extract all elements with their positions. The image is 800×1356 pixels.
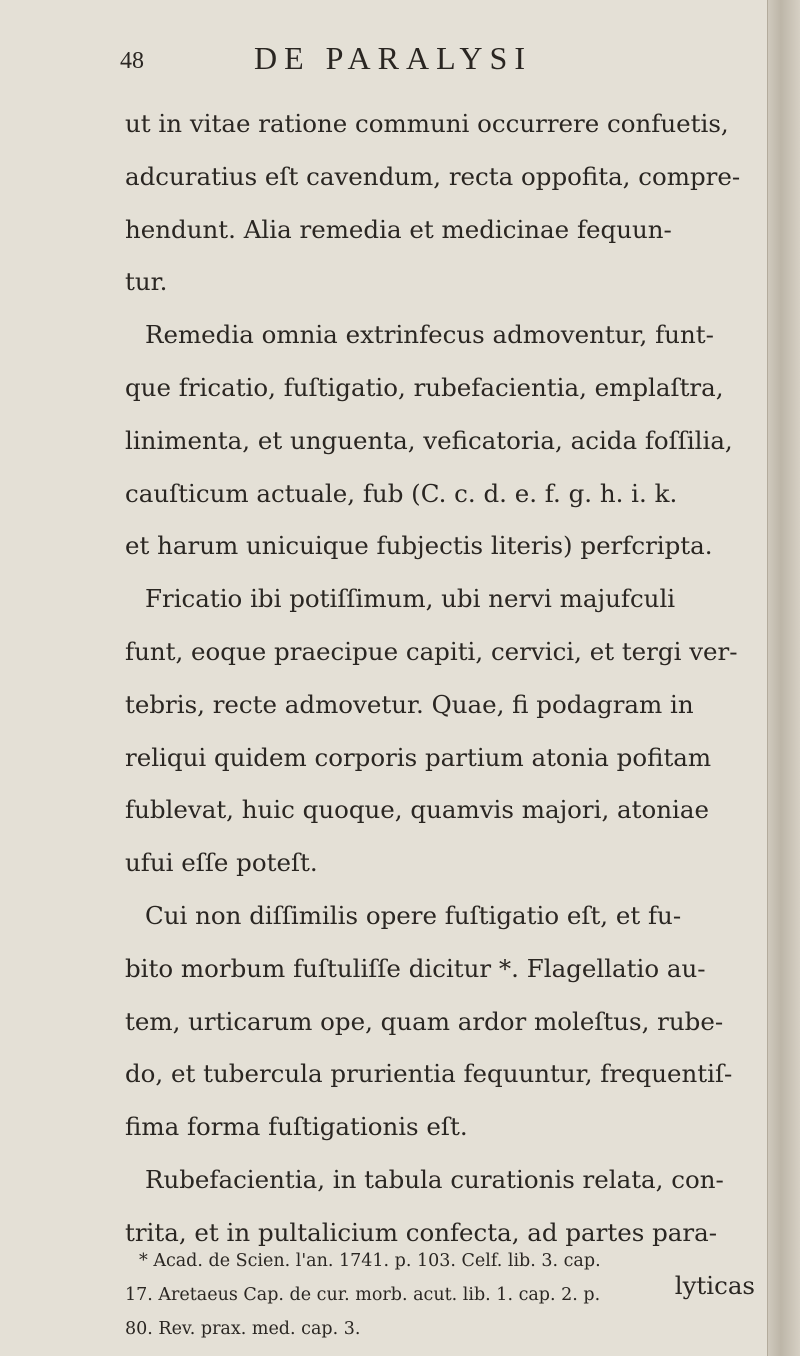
- footnote-line: 80. Rev. prax. med. cap. 3.: [125, 1319, 361, 1339]
- text-line: funt, eoque praecipue capiti, cervici, et tergi ver-: [125, 636, 738, 666]
- text-line: cauſticum actuale, fub (C. c. d. e. f. g. h. i. k.: [125, 478, 678, 508]
- text-line: et harum unicuique fubjectis literis) perfcripta.: [125, 531, 713, 561]
- page-number: 48: [120, 48, 144, 74]
- paragraph-start: Remedia omnia extrinfecus admoventur, funt-: [145, 320, 714, 350]
- text-line: ufui eſſe poteſt.: [125, 848, 318, 878]
- text-line: bito morbum fuſtuliſſe dicitur *. Flagellatio au-: [125, 953, 706, 983]
- paragraph-start: Cui non diſſimilis opere fuſtigatio eſt, et fu-: [145, 900, 682, 930]
- footnote-line: 17. Aretaeus Cap. de cur. morb. acut. lib. 1. cap. 2. p.: [125, 1285, 601, 1305]
- text-line: ut in vitae ratione communi occurrere confuetis,: [125, 109, 729, 138]
- text-line: que fricatio, fuſtigatio, rubefacientia, emplaſtra,: [125, 372, 724, 402]
- footnote-line: * Acad. de Scien. l'an. 1741. p. 103. Celf. lib. 3. cap.: [139, 1251, 601, 1271]
- catchword: lyticas: [674, 1270, 755, 1300]
- text-line: do, et tubercula prurientia fequuntur, frequentiſ-: [125, 1059, 733, 1089]
- page-edge: [767, 0, 800, 1356]
- text-line: tem, urticarum ope, quam ardor moleſtus, rube-: [125, 1006, 724, 1036]
- running-title: DE PARALYSI: [254, 40, 532, 76]
- footnote: [125, 1244, 755, 1346]
- text-line: fublevat, huic quoque, quamvis majori, atoniae: [125, 795, 709, 825]
- paragraph-start: Fricatio ibi potiſſimum, ubi nervi majufculi: [145, 584, 676, 614]
- paragraph-start: Rubefacientia, in tabula curationis relata, con-: [145, 1164, 724, 1194]
- text-line: hendunt. Alia remedia et medicinae fequun-: [125, 214, 672, 244]
- text-line: trita, et in pultalicium confecta, ad partes para-: [125, 1217, 717, 1247]
- text-line: fima forma fuſtigationis eſt.: [125, 1112, 468, 1142]
- text-line: reliqui quidem corporis partium atonia pofitam: [125, 742, 712, 772]
- text-line: tebris, recte admovetur. Quae, fi podagram in: [125, 689, 694, 719]
- body-text: [125, 98, 755, 1312]
- text-line: linimenta, et unguenta, veficatoria, acida foſſilia,: [125, 425, 733, 455]
- page-header: [120, 40, 740, 80]
- text-line: adcuratius eſt cavendum, recta oppofita, compre-: [125, 161, 741, 191]
- text-line: tur.: [125, 267, 168, 297]
